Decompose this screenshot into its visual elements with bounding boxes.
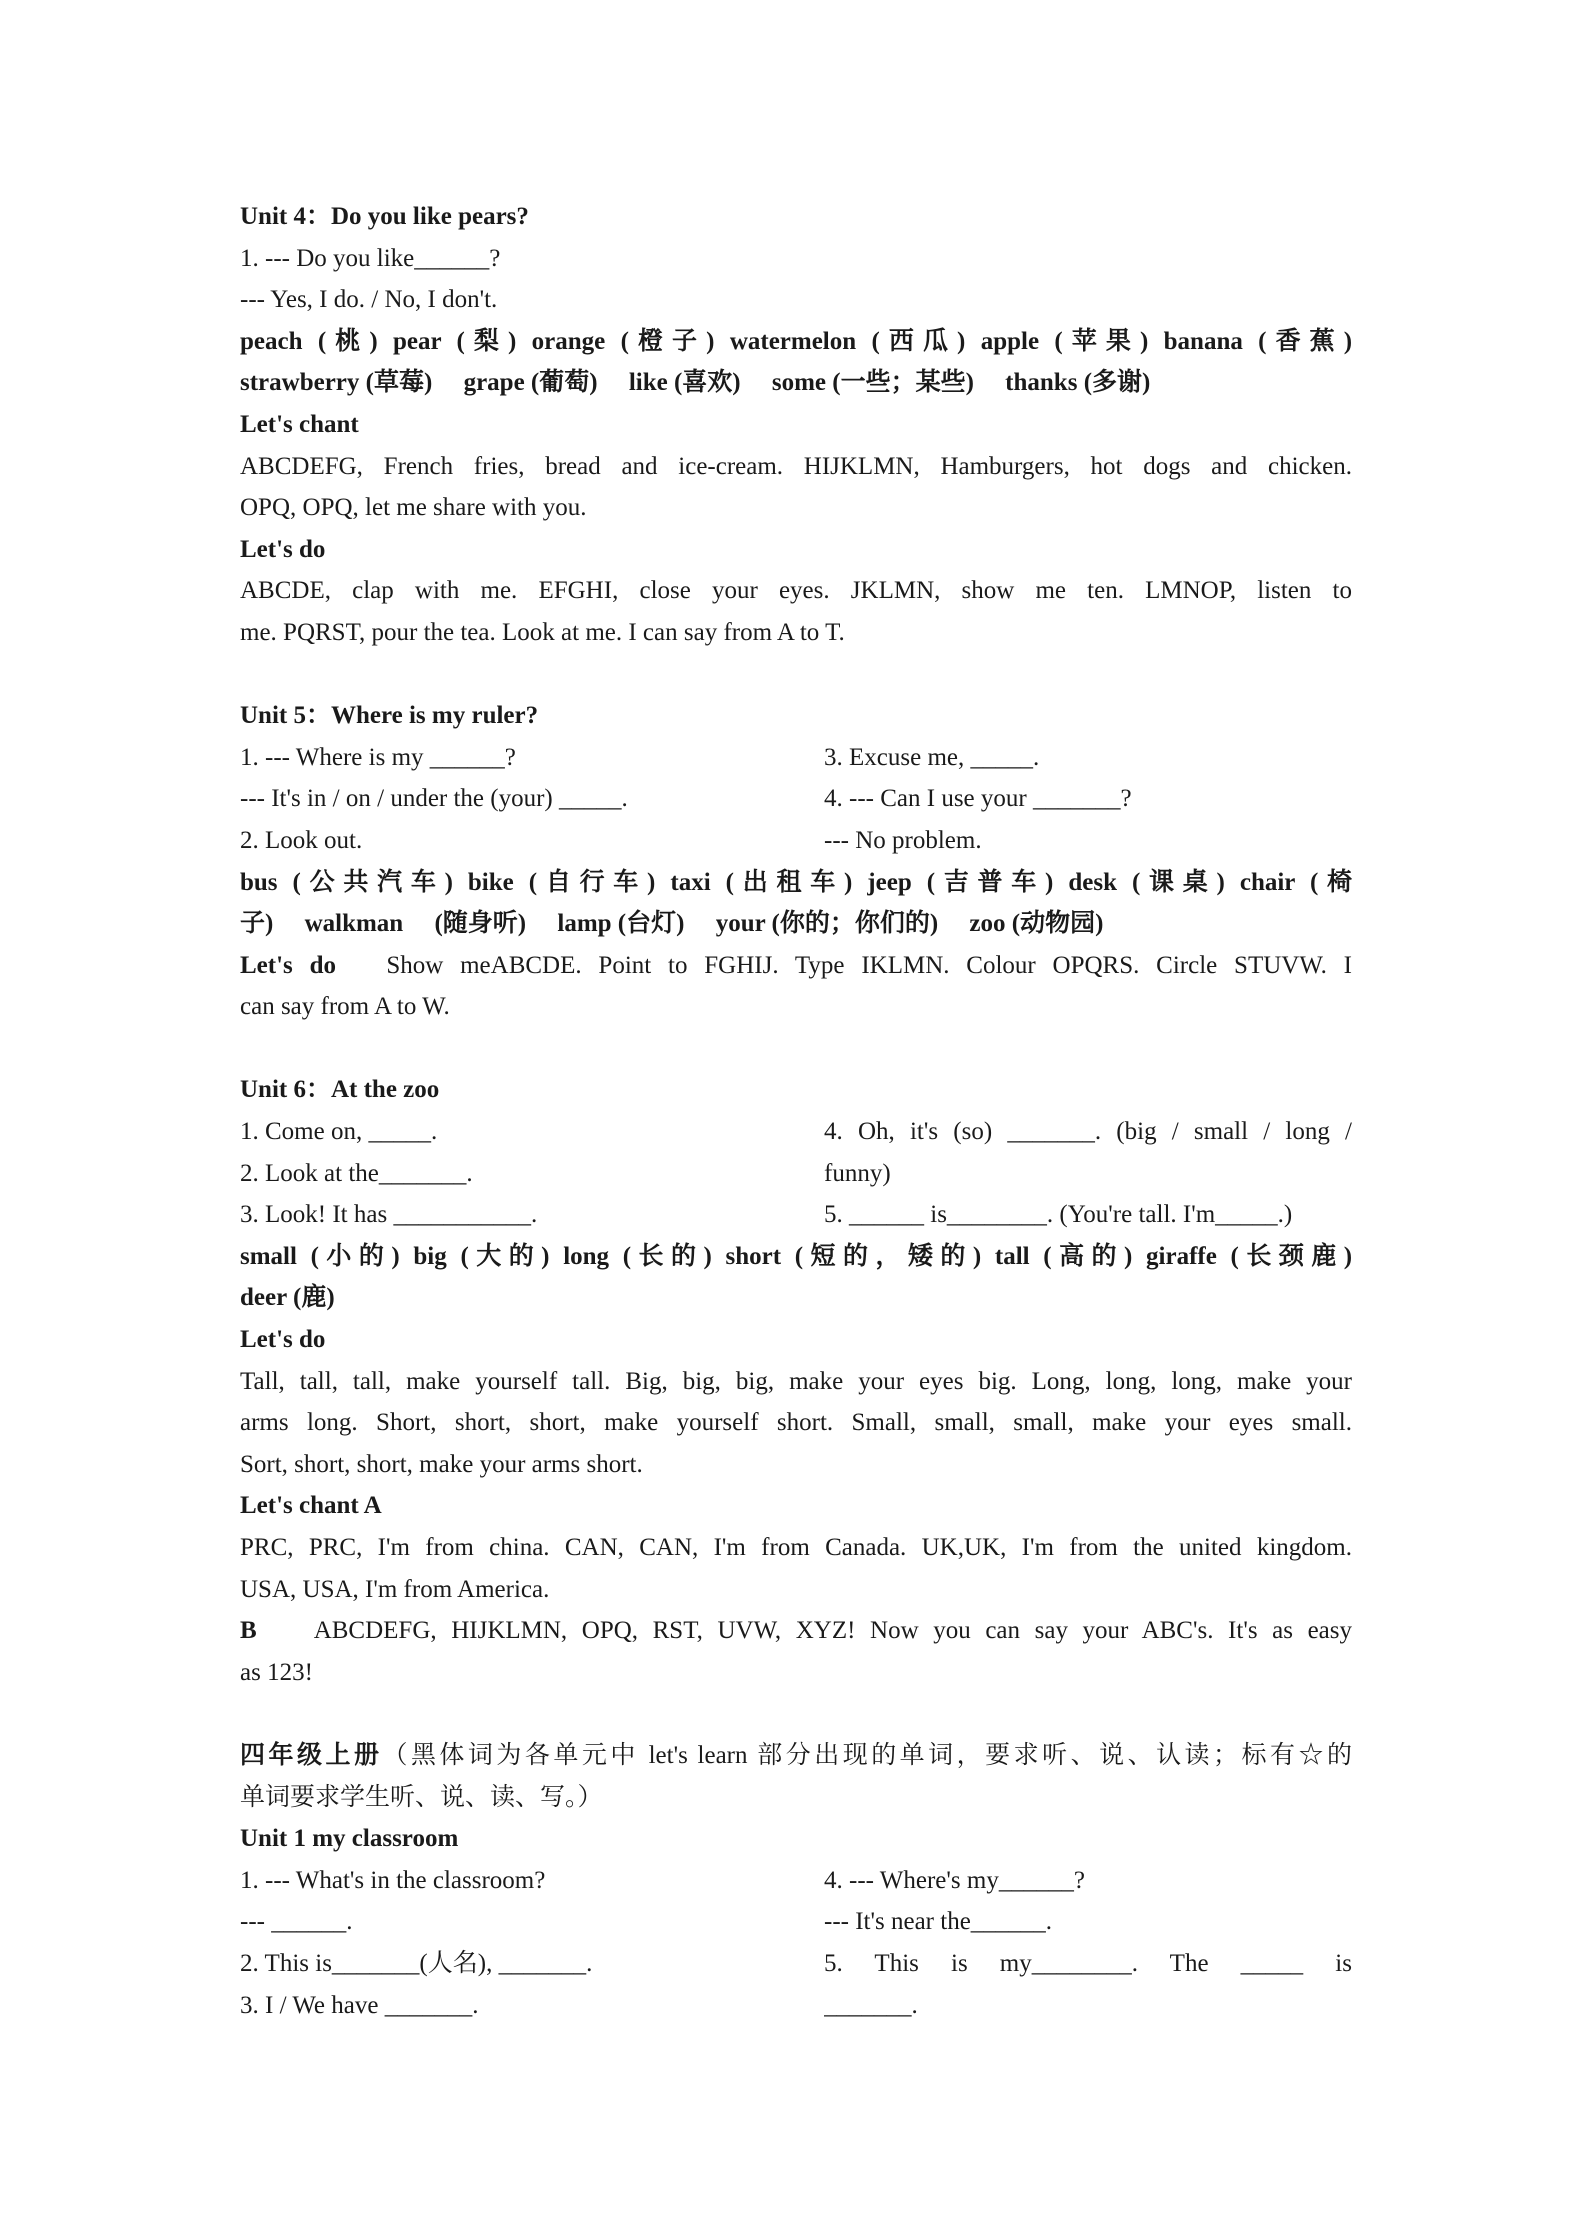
chant-b-label: B bbox=[240, 1617, 257, 1645]
unit1-right-item: --- It's near the______. bbox=[824, 1908, 1053, 1936]
unit5-left-item: 2. Look out. bbox=[240, 826, 363, 854]
unit6-exercise-row bbox=[240, 1194, 1352, 1236]
unit6-left-item: 2. Look at the_______. bbox=[240, 1159, 473, 1187]
unit5-exercise-row bbox=[240, 778, 1352, 820]
unit6-chant-line-1: PRC, PRC, I'm from china. CAN, CAN, I'm from Canada. UK,UK, I'm from the united kingdom. bbox=[240, 1534, 1352, 1561]
unit1-title: Unit 1 my classroom bbox=[240, 1825, 459, 1853]
unit5-exercise-row bbox=[240, 820, 1352, 862]
unit6-exercise-row bbox=[240, 1153, 1352, 1195]
unit5-left-item: --- It's in / on / under the (your) _____. bbox=[240, 785, 628, 813]
unit4-chant-line-2: OPQ, OPQ, let me share with you. bbox=[240, 494, 587, 522]
vocab-word: orange (橙子) bbox=[531, 327, 715, 355]
vocab-word: short (短的，矮的) bbox=[725, 1242, 982, 1270]
unit4-question: 1. --- Do you like______? bbox=[240, 244, 501, 272]
unit6-right-item: funny) bbox=[824, 1159, 891, 1187]
section-gap bbox=[240, 1693, 1352, 1735]
unit1-left-item: --- ______. bbox=[240, 1908, 353, 1936]
vocab-word: pear (梨) bbox=[393, 327, 517, 355]
vocab-word: bike (自行车) bbox=[467, 868, 656, 896]
unit1-exercise-row bbox=[240, 1943, 1352, 1985]
section-gap bbox=[240, 1028, 1352, 1070]
unit1-exercise-row bbox=[240, 1901, 1352, 1943]
unit4-do-line-1: ABCDE, clap with me. EFGHI, close your eyes. JKLMN, show me ten. LMNOP, listen to bbox=[240, 577, 1352, 605]
unit1-exercise-row bbox=[240, 1985, 1352, 2027]
vocab-word: like (喜欢) bbox=[628, 369, 741, 397]
vocab-word: desk (课桌) bbox=[1068, 868, 1225, 896]
unit4-title: Unit 4：Do you like pears? bbox=[240, 203, 529, 230]
unit1-right-item: 5. This is my________. The _____ is bbox=[824, 1949, 1352, 1977]
unit6-do-line-3: Sort, short, short, make your arms short. bbox=[240, 1450, 643, 1478]
vocab-word: some (一些；某些) bbox=[771, 369, 974, 397]
unit6-right-item: 4. Oh, it's (so) _______. (big / small / long / bbox=[824, 1118, 1352, 1146]
grade4-heading-line-1 bbox=[240, 1735, 1352, 1777]
unit1-left-item: 3. I / We have _______. bbox=[240, 1991, 479, 2019]
unit4-do-line-2: me. PQRST, pour the tea. Look at me. I can say from A to T. bbox=[240, 618, 845, 646]
vocab-word: deer (鹿) bbox=[240, 1284, 335, 1312]
unit6-right-item: 5. ______ is________. (You're tall. I'm_____.) bbox=[824, 1201, 1293, 1229]
vocab-word: tall (高的) bbox=[994, 1242, 1133, 1270]
unit1-exercise-row bbox=[240, 1860, 1352, 1902]
unit6-vocab-line-2 bbox=[240, 1277, 1352, 1319]
unit4-vocab-line-1 bbox=[240, 321, 1352, 363]
unit4-vocab-line-2 bbox=[240, 362, 1352, 404]
unit5-right-item: 4. --- Can I use your _______? bbox=[824, 785, 1132, 813]
unit4-chant-line-1: ABCDEFG, French fries, bread and ice-cream. HIJKLMN, Hamburgers, hot dogs and chicken. bbox=[240, 452, 1352, 480]
grade4-note: （黑体词为各单元中 let's learn 部分出现的单词，要求听、说、认读；标有☆的 bbox=[382, 1741, 1352, 1769]
grade4-heading: 四年级上册 bbox=[240, 1741, 383, 1769]
unit6-chant-b-line-2: as 123! bbox=[240, 1658, 313, 1686]
unit5-right-item: --- No problem. bbox=[824, 826, 982, 854]
section-gap bbox=[240, 654, 1352, 696]
unit4-answer: --- Yes, I do. / No, I don't. bbox=[240, 286, 498, 314]
vocab-word: bus (公共汽车) bbox=[240, 868, 453, 896]
unit1-left-item: 1. --- What's in the classroom? bbox=[240, 1866, 546, 1894]
unit1-left-item: 2. This is_______(人名), _______. bbox=[240, 1949, 593, 1977]
vocab-word: chair (椅 bbox=[1239, 868, 1352, 896]
vocab-word: watermelon (西瓜) bbox=[729, 327, 966, 355]
vocab-word: small (小的) bbox=[240, 1242, 400, 1270]
unit5-do-line-2: can say from A to W. bbox=[240, 993, 450, 1021]
chant-b-text: ABCDEFG, HIJKLMN, OPQ, RST, UVW, XYZ! Now you can say your ABC's. It's as easy bbox=[313, 1617, 1352, 1645]
unit1-right-item: _______. bbox=[824, 1991, 918, 2019]
unit5-do-title: Let's do bbox=[240, 951, 336, 979]
unit5-vocab-line-1 bbox=[240, 862, 1352, 904]
vocab-word: thanks (多谢) bbox=[1005, 369, 1151, 397]
unit5-do-text: Show meABCDE. Point to FGHIJ. Type IKLMN. Colour OPQRS. Circle STUVW. I bbox=[386, 951, 1352, 979]
vocab-word: grape (葡萄) bbox=[463, 369, 598, 397]
unit6-chant-line-2: USA, USA, I'm from America. bbox=[240, 1575, 550, 1603]
grade4-note-line-2: 单词要求学生听、说、读、写。） bbox=[240, 1783, 603, 1811]
vocab-word: 子) bbox=[240, 910, 274, 938]
unit6-exercise-row bbox=[240, 1111, 1352, 1153]
vocab-word: taxi (出租车) bbox=[670, 868, 853, 896]
vocab-word: walkman bbox=[304, 910, 404, 938]
unit5-exercise-row bbox=[240, 737, 1352, 779]
vocab-word: your (你的；你们的) bbox=[715, 910, 939, 938]
unit5-do-line-1 bbox=[240, 945, 1352, 987]
unit6-left-item: 1. Come on, _____. bbox=[240, 1118, 438, 1146]
unit5-title: Unit 5：Where is my ruler? bbox=[240, 702, 539, 730]
document-page bbox=[240, 196, 1352, 2026]
unit5-left-item: 1. --- Where is my ______? bbox=[240, 743, 516, 771]
vocab-word: peach (桃) bbox=[240, 327, 378, 355]
unit6-left-item: 3. Look! It has ___________. bbox=[240, 1201, 538, 1229]
unit6-do-line-2: arms long. Short, short, short, make yourself short. Small, small, small, make your eyes small. bbox=[240, 1409, 1352, 1437]
unit4-chant-title: Let's chant bbox=[240, 410, 359, 438]
unit6-chant-title: Let's chant A bbox=[240, 1492, 382, 1520]
unit1-right-item: 4. --- Where's my______? bbox=[824, 1866, 1085, 1894]
unit6-do-line-1: Tall, tall, tall, make yourself tall. Big, big, big, make your eyes big. Long, long, long, make your bbox=[240, 1367, 1352, 1395]
vocab-word: big (大的) bbox=[413, 1242, 550, 1270]
vocab-word: strawberry (草莓) bbox=[240, 369, 433, 397]
vocab-word: apple (苹果) banana (香蕉) bbox=[980, 327, 1352, 355]
unit6-vocab-line-1 bbox=[240, 1236, 1352, 1278]
unit6-do-title: Let's do bbox=[240, 1326, 326, 1354]
unit4-do-title: Let's do bbox=[240, 535, 326, 563]
vocab-word: long (长的) bbox=[563, 1242, 712, 1270]
unit5-right-item: 3. Excuse me, _____. bbox=[824, 743, 1040, 771]
unit5-vocab-line-2 bbox=[240, 903, 1352, 945]
vocab-word: zoo (动物园) bbox=[969, 910, 1104, 938]
vocab-word: jeep (吉普车) bbox=[867, 868, 1054, 896]
vocab-word: (随身听) bbox=[434, 910, 527, 938]
unit6-title: Unit 6：At the zoo bbox=[240, 1076, 440, 1104]
vocab-word: lamp (台灯) bbox=[557, 910, 685, 938]
vocab-word: giraffe (长颈鹿) bbox=[1146, 1242, 1352, 1270]
unit6-chant-b-line-1 bbox=[240, 1610, 1352, 1652]
